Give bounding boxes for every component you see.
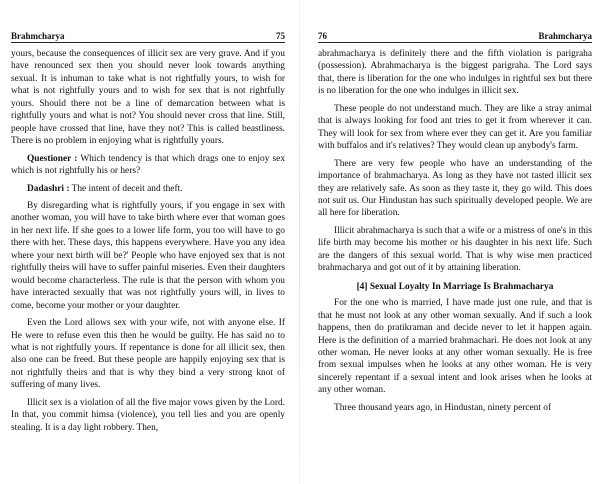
dadashri-label: Dadashri : bbox=[27, 183, 70, 194]
right-paragraph-2: These people do not understand much. They are like a stray animal that is always looking for food ant tries to get it from wherever it can. They will look for sex from where ever they can get it. Are you familiar with buffalos and it's relatives? They would clean up anybody's farm. bbox=[318, 103, 592, 152]
left-paragraph-2: By disregarding what is rightfully yours, if you engage in sex with another woman, you will have to take birth where ever that woman goes in her next life. If she goes to a lower life form, you too will have to go there with her. These days, this happens everywhere. Have you any idea where your next birth will be?' People who have enjoyed sex that is not rightfully theirs will have to suffer painful miseries. Even their daughters would become characterless. The rule is that the person with whom you have interacted sexually that was not rightfully yours will, in lives to come, become your mother or your daughter. bbox=[11, 200, 285, 311]
right-running-head bbox=[318, 0, 592, 43]
questioner-label: Questioner : bbox=[27, 153, 78, 164]
section-heading: [4] Sexual Loyalty In Marriage Is Brahmacharya bbox=[356, 281, 554, 292]
questioner-text: Which tendency is that which drags one to enjoy sex which is not rightfully his or hers? bbox=[11, 153, 286, 177]
left-header-title: Brahmcharya bbox=[11, 31, 65, 41]
right-paragraph-3: There are very few people who have an understanding of the importance of brahmacharya. As long as they have not tasted illicit sex they are relatively safe. As soon as they taste it, they go wild. This does not suit us. Our Hindustan has such spiritually developed people. We are all here for liberation. bbox=[318, 158, 592, 219]
left-body-text bbox=[11, 48, 285, 434]
right-header-title: Brahmcharya bbox=[538, 31, 592, 41]
right-page-number: 76 bbox=[318, 31, 327, 41]
book-gutter bbox=[299, 0, 300, 484]
left-paragraph-3: Even the Lord allows sex with your wife, not with anyone else. If He were to refuse even this then he would be guilty. He has said no to what is not rightfully yours. If repentance is done for all illicit sex, then also one can be freed. But these people are happily enjoying sex that is not rightfully theirs and that is why they bind a very strong knot of suffering of many lives. bbox=[11, 318, 285, 391]
dadashri-paragraph bbox=[11, 183, 285, 195]
questioner-paragraph bbox=[11, 153, 285, 178]
right-page bbox=[318, 0, 592, 484]
right-paragraph-6: Three thousand years ago, in Hindustan, ninety percent of bbox=[334, 402, 552, 413]
right-paragraph-4: Illicit abrahmacharya is such that a wife or a mistress of one's in this life birth may become his mother or his daughter in his next life. Such are the dangers of this sexual world. That is why wise men practiced brahmacharya and got out of it by attaining liberation. bbox=[318, 225, 592, 274]
left-page-number: 75 bbox=[276, 31, 285, 41]
right-paragraph-1: abrahmacharya is definitely there and the fifth violation is parigraha (possession). Abrahmacharya is the biggest parigraha. The Lord says that, there is liberation for the one who indulges in rightful sex but there is no liberation for the one who indulges in illicit sex. bbox=[318, 49, 592, 97]
left-paragraph-4: Illicit sex is a violation of all the five major vows given by the Lord. In that, you commit himsa (violence), you tell lies and you are openly stealing. It is a day light robbery. Then, bbox=[11, 397, 285, 433]
right-paragraph-5: For the one who is married, I have made just one rule, and that is that he must not look at any other woman sexually. And if such a look happens, then do pratikraman and decide never to let it happen again. Here is the definition of a married brahmachari. He does not look at any other woman. He never looks at any other woman sexually. He is free from sexual impulses when he looks at any other woman. He is very sincerely repentant if a sexual intent and look arises when he looks at any other woman. bbox=[318, 298, 592, 396]
left-page bbox=[11, 0, 285, 484]
left-paragraph-1: yours, because the consequences of illicit sex are very grave. And if you have renounced sex then you should never look towards anything sexual. It is inhuman to take what is not rightfully yours, to wish for what is not rightfully yours and to wish for sex that is not rightfully yours. Should there not be a line of demarcation between what is rightfully yours and what is not? You should never cross that line. Still, people have crossed that line, have they not? This is called beastliness. There is no problem in enjoying what is rightfully yours. bbox=[11, 49, 285, 147]
right-body-text bbox=[318, 48, 592, 414]
dadashri-text: The intent of deceit and theft. bbox=[69, 183, 183, 194]
left-running-head bbox=[11, 0, 285, 43]
